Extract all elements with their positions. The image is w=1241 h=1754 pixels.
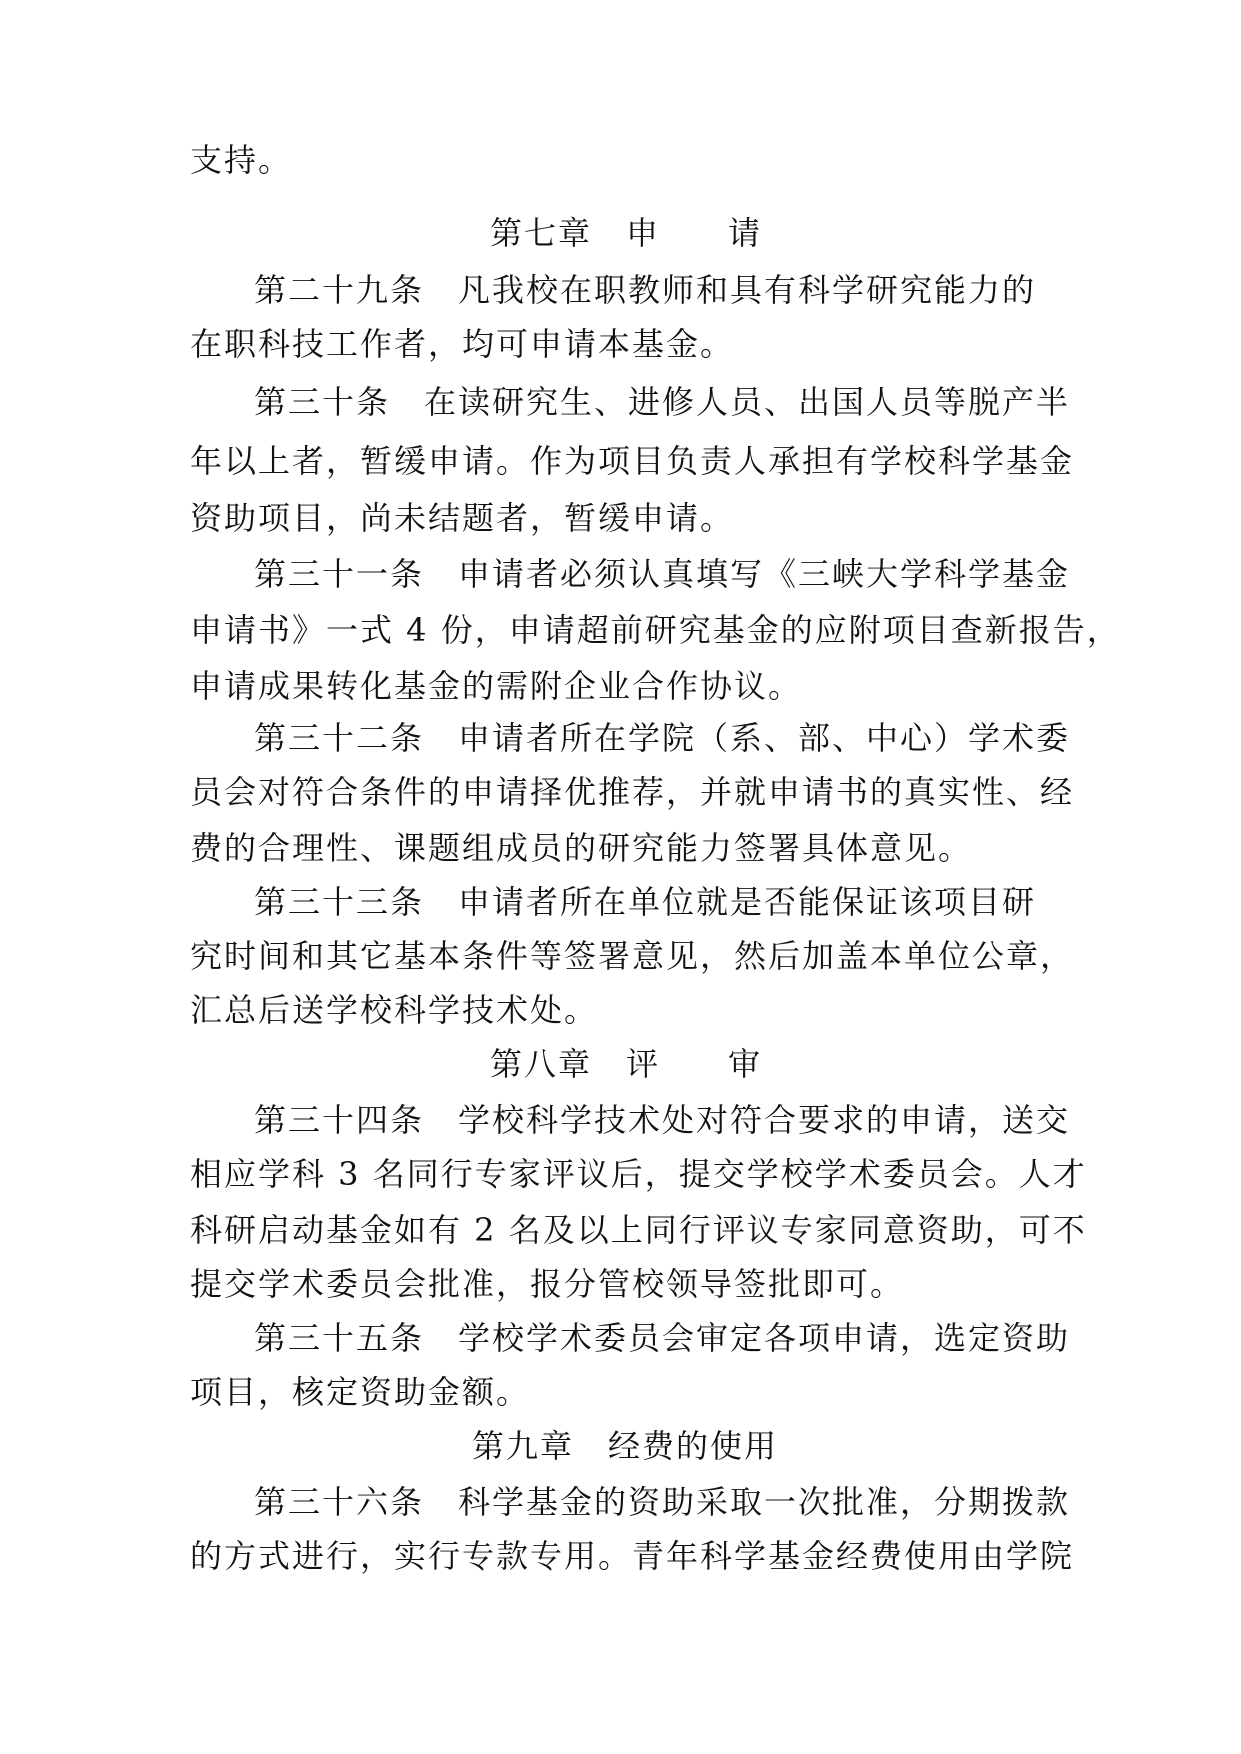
paragraph-line: 申请书》一式 4 份，申请超前研究基金的应附项目查新报告， <box>190 611 1121 649</box>
paragraph-line: 项目，核定资助金额。 <box>190 1373 531 1411</box>
chapter-heading: 第九章 经费的使用 <box>472 1427 779 1465</box>
paragraph-line: 在职科技工作者，均可申请本基金。 <box>190 325 735 363</box>
article-line: 第三十四条 学校科学技术处对符合要求的申请，送交 <box>254 1101 1071 1139</box>
article-line: 第三十三条 申请者所在单位就是否能保证该项目研 <box>254 883 1037 921</box>
chapter-heading: 第八章 评 审 <box>490 1045 763 1083</box>
chapter-heading: 第七章 申 请 <box>490 214 763 252</box>
paragraph-line: 支持。 <box>190 141 293 179</box>
paragraph-line: 年以上者，暂缓申请。作为项目负责人承担有学校科学基金 <box>190 442 1075 480</box>
paragraph-line: 汇总后送学校科学技术处。 <box>190 991 599 1029</box>
paragraph-line: 资助项目，尚未结题者，暂缓申请。 <box>190 499 735 537</box>
paragraph-line: 申请成果转化基金的需附企业合作协议。 <box>190 667 803 705</box>
article-line: 第三十一条 申请者必须认真填写《三峡大学科学基金 <box>254 555 1071 593</box>
article-line: 第三十六条 科学基金的资助采取一次批准，分期拨款 <box>254 1483 1071 1521</box>
paragraph-line: 提交学术委员会批准，报分管校领导签批即可。 <box>190 1265 905 1303</box>
paragraph-line: 费的合理性、课题组成员的研究能力签署具体意见。 <box>190 829 973 867</box>
article-line: 第三十条 在读研究生、进修人员、出国人员等脱产半 <box>254 383 1071 421</box>
paragraph-line: 的方式进行，实行专款专用。青年科学基金经费使用由学院 <box>190 1537 1075 1575</box>
paragraph-line: 科研启动基金如有 2 名及以上同行评议专家同意资助，可不 <box>190 1211 1087 1249</box>
paragraph-line: 究时间和其它基本条件等签署意见，然后加盖本单位公章， <box>190 937 1075 975</box>
article-line: 第二十九条 凡我校在职教师和具有科学研究能力的 <box>254 271 1037 309</box>
article-line: 第三十五条 学校学术委员会审定各项申请，选定资助 <box>254 1319 1071 1357</box>
article-line: 第三十二条 申请者所在学院（系、部、中心）学术委 <box>254 719 1071 757</box>
paragraph-line: 相应学科 3 名同行专家评议后，提交学校学术委员会。人才 <box>190 1155 1087 1193</box>
paragraph-line: 员会对符合条件的申请择优推荐，并就申请书的真实性、经 <box>190 773 1075 811</box>
